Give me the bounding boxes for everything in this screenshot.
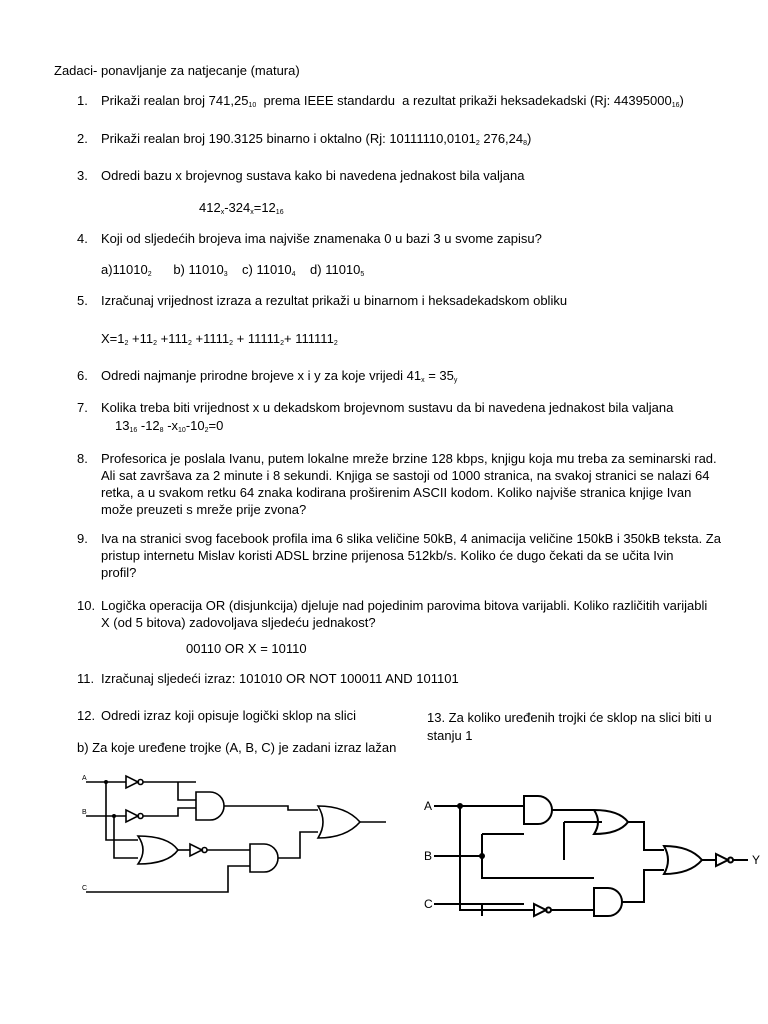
item-number: 10. [77,598,96,613]
circuit-12-label-a: A [82,775,87,782]
circuit-12-label-b: B [82,809,87,816]
item-number: 4. [77,231,88,246]
item-10-line: Logička operacija OR (disjunkcija) djeluje nad pojedinim parovima bitova varijabli. Koliko različitih varijabli [101,598,708,613]
item-7-formula: $13_{16}$ $-12_8$ $-x_{10}-10_2=0$ [115,418,224,434]
item-13-line: 13. Za koliko uređenih trojki će sklop na slici biti u [427,710,712,725]
item-5-text: Izračunaj vrijednost izraza a rezultat prikaži u binarnom i heksadekadskom obliku [101,293,568,308]
item-8-line: Ali sat završava za 2 minute i 8 sekundi. Knjiga se sastoji od 1000 stranica, na svakoj stranici se nalazi 64 [101,468,710,483]
item-number: 1. [77,93,88,108]
item-10-formula: 00110 OR X = 10110 [186,641,307,656]
item-9-line: pristup internetu Mislav koristi ADSL brzine prijenosa 512kb/s. Koliko će dugo čekati da se učita Ivin [101,548,674,563]
circuit-12-label-c: C [82,885,88,892]
item-number: 5. [77,293,88,308]
item-7-text: Kolika treba biti vrijednost x u dekadskom brojevnom sustavu da bi navedena jednakost bila valjana [101,400,674,415]
circuit-13-label-a: A [424,799,433,813]
item-1-text: Prikaži realan broj $741,25_{10}$ prema IEEE standardu a rezultat prikaži heksadekadski (Rj: $44395000_{16}$) [101,93,684,109]
item-4-options: $a)11010_2$ b) $11010_3$ c) $11010_4$ d) $11010_5$ [101,262,365,278]
item-6-text: Odredi najmanje prirodne brojeve x i y za koje vrijedi $41_x = 35_y$ [101,368,458,384]
item-9-line: profil? [101,565,137,580]
item-13-line: stanju 1 [427,728,473,743]
item-number: 8. [77,451,88,466]
item-number: 6. [77,368,88,383]
circuit-13-label-y: Y [752,853,761,867]
item-8-line: Profesorica je poslala Ivanu, putem lokalne mreže brzine 128 kbps, knjigu koja mu treba za seminarski rad. [101,451,717,466]
circuit-13-label-c: C [424,897,433,911]
item-3-formula: $412_x-324_x=12_{16}$ [199,200,284,216]
item-8-line: retka, a u svakom retku 64 znaka kodirana proširenim ASCII kodom. Koliko najviše stranica knjige Ivan [101,485,692,500]
item-4-text: Koji od sljedećih brojeva ima najviše znamenaka 0 u bazi 3 u svome zapisu? [101,231,542,246]
item-number: 3. [77,168,88,183]
item-number: 2. [77,131,88,146]
item-12-b-text: b) Za koje uređene trojke (A, B, C) je zadani izraz lažan [77,740,397,755]
item-5-formula: $X=1_2 +11_2 +111_2 +1111_2 + 11111_2+ 111111_2$ [101,331,338,347]
circuit-13-diagram [414,770,764,930]
item-10-line: X (od 5 bitova) zadovoljava sljedeću jednakost? [101,615,376,630]
item-8-line: može preuzeti s mreže prije zvona? [101,502,307,517]
circuit-12-diagram [78,770,398,920]
item-11-text: Izračunaj sljedeći izraz: 101010 OR NOT 100011 AND 101101 [101,671,459,686]
item-number: 9. [77,531,88,546]
item-number: 11. [77,671,95,686]
page-title: Zadaci- ponavljanje za natjecanje (matura) [54,63,300,78]
item-number: 7. [77,400,88,415]
item-12-text: Odredi izraz koji opisuje logički sklop na slici [101,708,357,723]
circuit-13-label-b: B [424,849,433,863]
item-number: 12. [77,708,96,723]
item-2-text: Prikaži realan broj 190.3125 binarno i oktalno (Rj: $10111110,0101_2$ $276,24_8$) [101,131,532,147]
item-3-text: Odredi bazu x brojevnog sustava kako bi navedena jednakost bila valjana [101,168,525,183]
item-9-line: Iva na stranici svog facebook profila ima 6 slika veličine 50kB, 4 animacija veličine 150kB i 350kB teksta. Za [101,531,721,546]
